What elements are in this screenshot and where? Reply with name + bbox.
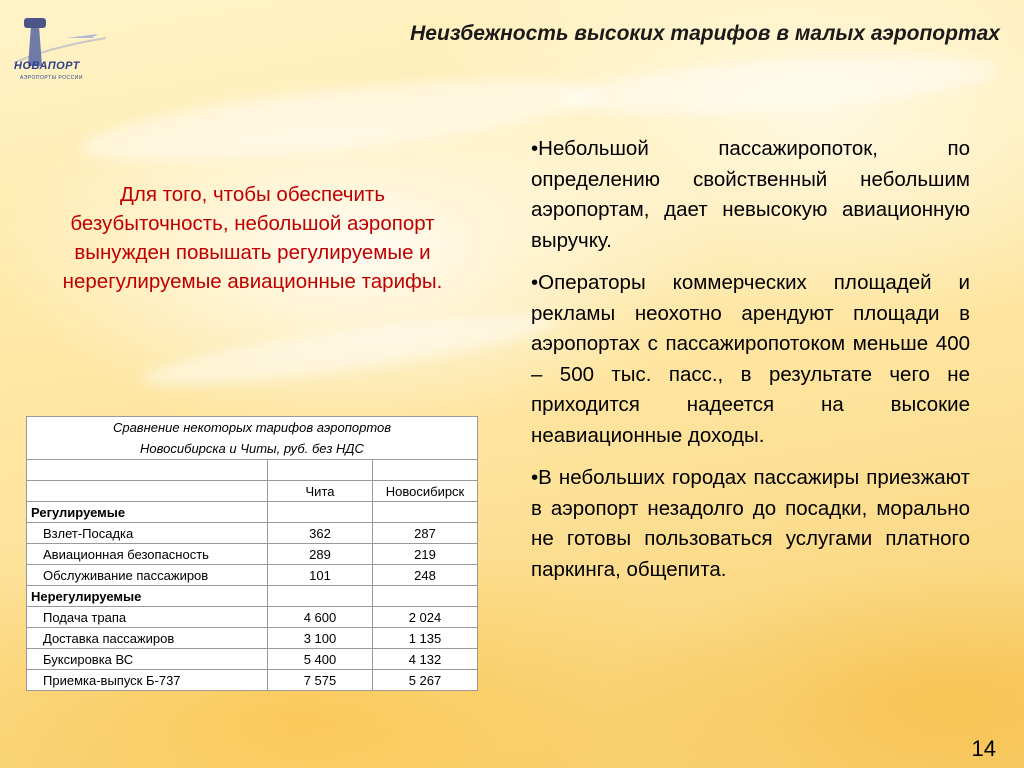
table-row: [27, 670, 478, 691]
logo-subtitle: АЭРОПОРТЫ РОССИИ: [20, 75, 83, 81]
tariff-chita: 101: [268, 565, 373, 586]
bullet-item: •Операторы коммерческих площадей и рекламы неохотно арендуют площади в аэропортах с пассажиропотоком меньше 400 – 500 тыс. пасс., в результате чего не приходится надеется на высокие неавиационные доходы.: [531, 271, 970, 447]
tariff-name: Приемка-выпуск Б-737: [27, 670, 268, 691]
tariff-name: Буксировка ВС: [27, 649, 268, 670]
page-number: 14: [971, 736, 996, 761]
section-row-regulated: [27, 502, 478, 523]
tariff-novosibirsk: 1 135: [373, 628, 478, 649]
section-label: Нерегулируемые: [27, 586, 268, 607]
table-empty-row: [27, 460, 478, 481]
tariff-chita: 3 100: [268, 628, 373, 649]
tariff-novosibirsk: 287: [373, 523, 478, 544]
tariff-name: Подача трапа: [27, 607, 268, 628]
tariff-novosibirsk: 4 132: [373, 649, 478, 670]
table-caption-line2: Новосибирска и Читы, руб. без НДС: [140, 441, 364, 456]
tariff-name: Доставка пассажиров: [27, 628, 268, 649]
intro-text: Для того, чтобы обеспечить безубыточность, небольшой аэропорт вынужден повышать регулируемые и нерегулируемые авиационные тарифы.: [62, 183, 443, 293]
bullet-item: •В небольших городах пассажиры приезжают в аэропорт незадолго до посадки, морально не готовы пользоваться услугами платного паркинга, общепита.: [531, 466, 970, 581]
table-row: [27, 544, 478, 565]
tariff-comparison-table: [26, 416, 478, 691]
logo-name: НОВАПОРТ: [14, 60, 80, 72]
page-title: Неизбежность высоких тарифов в малых аэропортах: [410, 22, 1000, 45]
tariff-name: Обслуживание пассажиров: [27, 565, 268, 586]
bullet-list: [531, 134, 970, 597]
section-label: Регулируемые: [27, 502, 268, 523]
tariff-name: Взлет-Посадка: [27, 523, 268, 544]
tariff-chita: 7 575: [268, 670, 373, 691]
tariff-name: Авиационная безопасность: [27, 544, 268, 565]
tariff-novosibirsk: 219: [373, 544, 478, 565]
section-row-unregulated: [27, 586, 478, 607]
table-caption: [27, 417, 478, 460]
tariff-chita: 4 600: [268, 607, 373, 628]
table-header-row: [27, 481, 478, 502]
table-row: [27, 607, 478, 628]
table-row: [27, 628, 478, 649]
tariff-novosibirsk: 248: [373, 565, 478, 586]
tariff-chita: 362: [268, 523, 373, 544]
table-row: [27, 649, 478, 670]
tariff-chita: 289: [268, 544, 373, 565]
column-header-novosibirsk: Новосибирск: [373, 481, 478, 502]
tariff-novosibirsk: 2 024: [373, 607, 478, 628]
table-row: [27, 523, 478, 544]
table-caption-line1: Сравнение некоторых тарифов аэропортов: [112, 420, 392, 435]
table-row: [27, 565, 478, 586]
tariff-chita: 5 400: [268, 649, 373, 670]
tariff-novosibirsk: 5 267: [373, 670, 478, 691]
bullet-item: •Небольшой пассажиропоток, по определению свойственный небольшим аэропортам, дает невысокую авиационную выручку.: [531, 137, 970, 252]
column-header-chita: Чита: [268, 481, 373, 502]
